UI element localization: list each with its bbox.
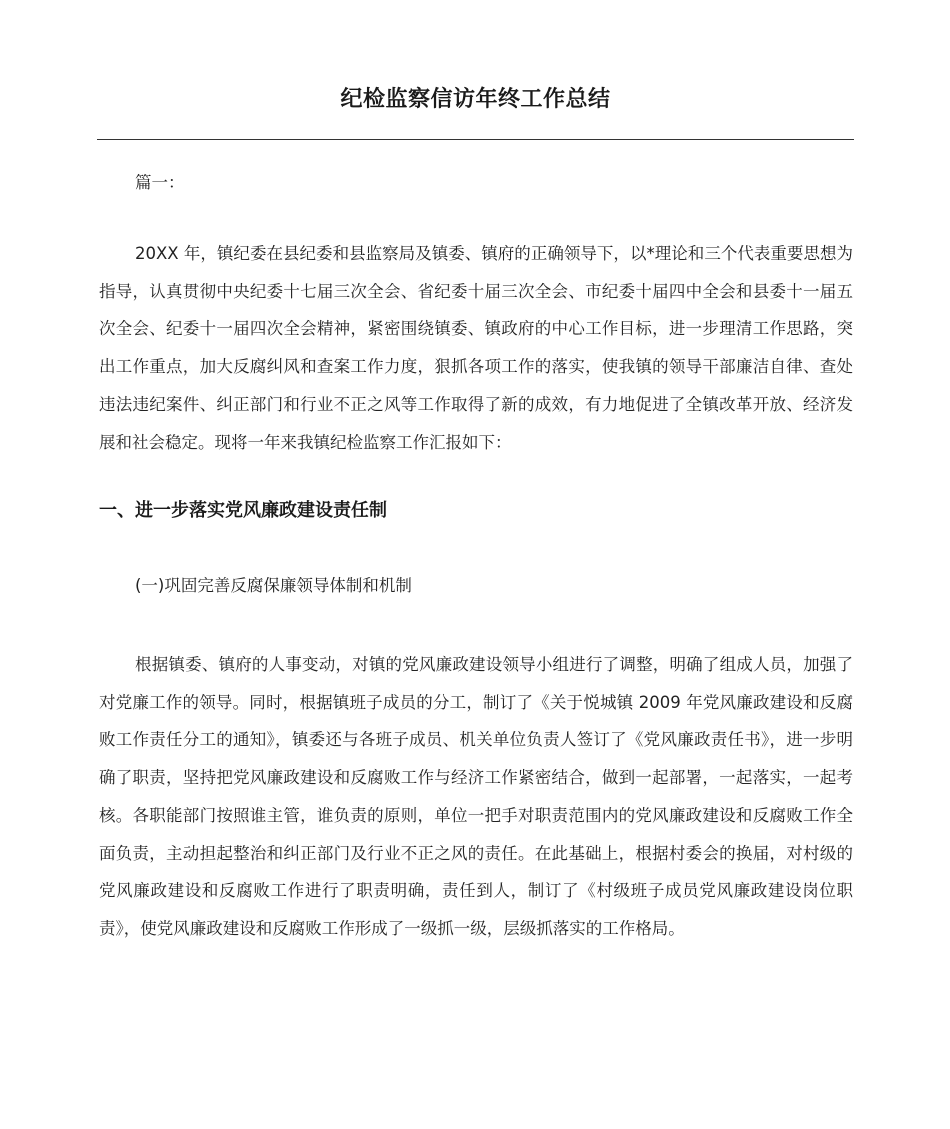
intro-paragraph: 20XX 年，镇纪委在县纪委和县监察局及镇委、镇府的正确领导下，以*理论和三个代表重要思想为指导，认真贯彻中央纪委十七届三次全会、省纪委十届三次全会、市纪委十届四中全会和县委十一届五次全会、纪委十一届四次全会精神，紧密围绕镇委、镇政府的中心工作目标，进一步理清工作思路，突出工作重点，加大反腐纠风和查案工作力度，狠抓各项工作的落实，使我镇的领导干部廉洁自律、查处违法违纪案件、纠正部门和行业不正之风等工作取得了新的成效，有力地促进了全镇改革开放、经济发展和社会稳定。现将一年来我镇纪检监察工作汇报如下： [99, 244, 853, 452]
title-divider [97, 139, 854, 140]
section-heading-1: 一、进一步落实党风廉政建设责任制 [99, 500, 387, 521]
section-label: 篇一： [135, 173, 185, 192]
subsection-heading-1: (一)巩固完善反腐保廉领导体制和机制 [135, 576, 412, 595]
document-title: 纪检监察信访年终工作总结 [340, 87, 611, 112]
body-paragraph-2: 根据镇委、镇府的人事变动，对镇的党风廉政建设领导小组进行了调整，明确了组成人员，加强了对党廉工作的领导。同时，根据镇班子成员的分工，制订了《关于悦城镇 2009 年党风廉政建设和反腐败工作责任分工的通知》，镇委还与各班子成员、机关单位负责人签订了《党风廉政责任书》，进一步明确了职责，坚持把党风廉政建设和反腐败工作与经济工作紧密结合，做到一起部署，一起落实，一起考核。各职能部门按照谁主管，谁负责的原则，单位一把手对职责范围内的党风廉政建设和反腐败工作全面负责，主动担起整治和纠正部门及行业不正之风的责任。在此基础上，根据村委会的换届，对村级的党风廉政建设和反腐败工作进行了职责明确，责任到人，制订了《村级班子成员党风廉政建设岗位职责》，使党风廉政建设和反腐败工作形成了一级抓一级，层级抓落实的工作格局。 [99, 655, 853, 938]
